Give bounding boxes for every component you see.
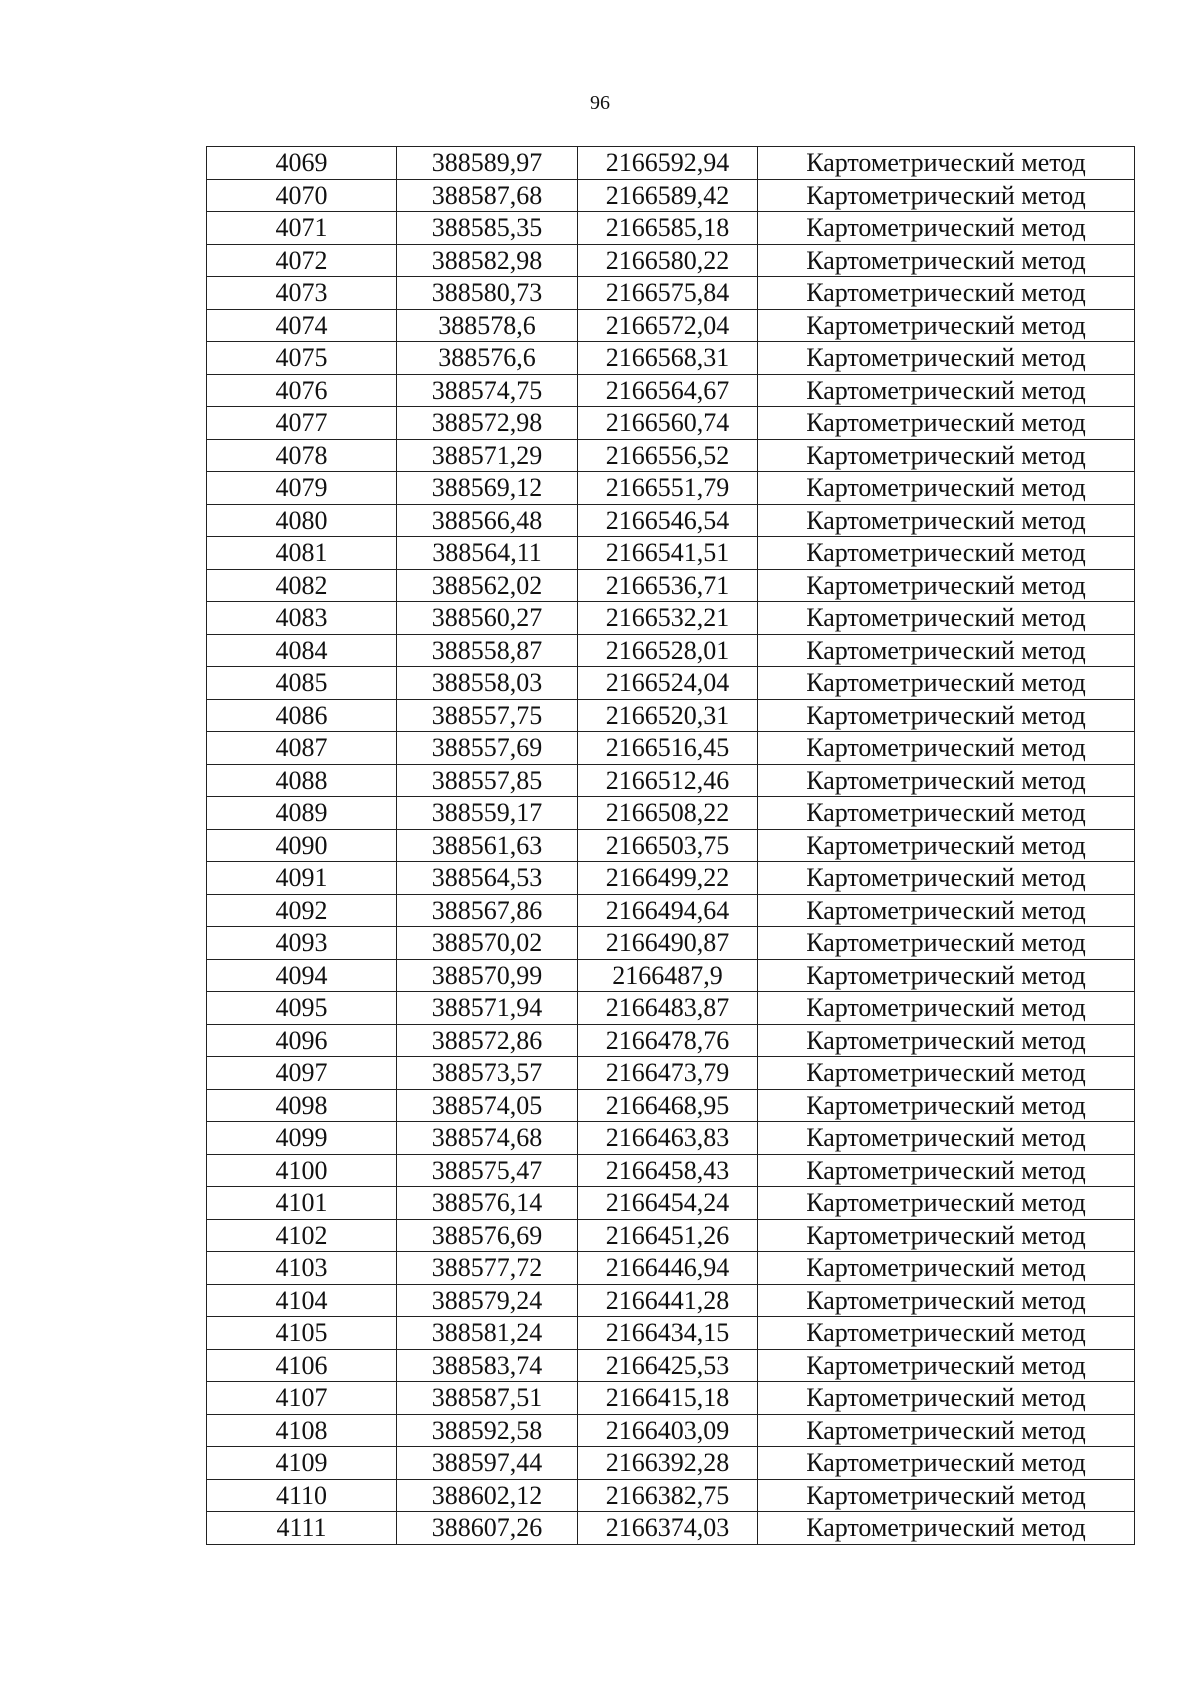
- x-coordinate-cell: 388571,94: [397, 992, 578, 1025]
- y-coordinate-cell: 2166499,22: [578, 862, 758, 895]
- point-number-cell: 4102: [207, 1219, 397, 1252]
- y-coordinate-cell: 2166403,09: [578, 1414, 758, 1447]
- point-number-cell: 4088: [207, 764, 397, 797]
- table-row: [207, 634, 1135, 667]
- point-number-cell: 4108: [207, 1414, 397, 1447]
- method-cell: Картометрический метод: [758, 439, 1135, 472]
- y-coordinate-cell: 2166560,74: [578, 407, 758, 440]
- x-coordinate-cell: 388575,47: [397, 1154, 578, 1187]
- y-coordinate-cell: 2166478,76: [578, 1024, 758, 1057]
- method-cell: Картометрический метод: [758, 667, 1135, 700]
- method-cell: Картометрический метод: [758, 1122, 1135, 1155]
- table-row: [207, 959, 1135, 992]
- point-number-cell: 4070: [207, 179, 397, 212]
- method-cell: Картометрический метод: [758, 862, 1135, 895]
- y-coordinate-cell: 2166415,18: [578, 1382, 758, 1415]
- x-coordinate-cell: 388576,14: [397, 1187, 578, 1220]
- coordinates-table: [206, 146, 1135, 1545]
- table-row: [207, 537, 1135, 570]
- x-coordinate-cell: 388578,6: [397, 309, 578, 342]
- table-row: [207, 927, 1135, 960]
- point-number-cell: 4103: [207, 1252, 397, 1285]
- x-coordinate-cell: 388570,02: [397, 927, 578, 960]
- method-cell: Картометрический метод: [758, 1512, 1135, 1545]
- point-number-cell: 4094: [207, 959, 397, 992]
- y-coordinate-cell: 2166541,51: [578, 537, 758, 570]
- table-row: [207, 667, 1135, 700]
- table-row: [207, 732, 1135, 765]
- method-cell: Картометрический метод: [758, 927, 1135, 960]
- method-cell: Картометрический метод: [758, 1382, 1135, 1415]
- table-row: [207, 1024, 1135, 1057]
- y-coordinate-cell: 2166458,43: [578, 1154, 758, 1187]
- x-coordinate-cell: 388587,68: [397, 179, 578, 212]
- point-number-cell: 4081: [207, 537, 397, 570]
- method-cell: Картометрический метод: [758, 1447, 1135, 1480]
- table-row: [207, 1512, 1135, 1545]
- y-coordinate-cell: 2166532,21: [578, 602, 758, 635]
- method-cell: Картометрический метод: [758, 342, 1135, 375]
- point-number-cell: 4111: [207, 1512, 397, 1545]
- method-cell: Картометрический метод: [758, 1317, 1135, 1350]
- point-number-cell: 4082: [207, 569, 397, 602]
- method-cell: Картометрический метод: [758, 1187, 1135, 1220]
- x-coordinate-cell: 388567,86: [397, 894, 578, 927]
- table-row: [207, 569, 1135, 602]
- point-number-cell: 4097: [207, 1057, 397, 1090]
- page-number: 96: [590, 92, 610, 114]
- table-row: [207, 1349, 1135, 1382]
- table-row: [207, 1122, 1135, 1155]
- method-cell: Картометрический метод: [758, 732, 1135, 765]
- point-number-cell: 4079: [207, 472, 397, 505]
- x-coordinate-cell: 388597,44: [397, 1447, 578, 1480]
- y-coordinate-cell: 2166425,53: [578, 1349, 758, 1382]
- method-cell: Картометрический метод: [758, 179, 1135, 212]
- point-number-cell: 4100: [207, 1154, 397, 1187]
- x-coordinate-cell: 388564,53: [397, 862, 578, 895]
- y-coordinate-cell: 2166434,15: [578, 1317, 758, 1350]
- y-coordinate-cell: 2166454,24: [578, 1187, 758, 1220]
- x-coordinate-cell: 388561,63: [397, 829, 578, 862]
- point-number-cell: 4077: [207, 407, 397, 440]
- y-coordinate-cell: 2166508,22: [578, 797, 758, 830]
- table-row: [207, 1284, 1135, 1317]
- x-coordinate-cell: 388602,12: [397, 1479, 578, 1512]
- y-coordinate-cell: 2166536,71: [578, 569, 758, 602]
- point-number-cell: 4110: [207, 1479, 397, 1512]
- x-coordinate-cell: 388558,03: [397, 667, 578, 700]
- y-coordinate-cell: 2166487,9: [578, 959, 758, 992]
- point-number-cell: 4078: [207, 439, 397, 472]
- y-coordinate-cell: 2166520,31: [578, 699, 758, 732]
- table-row: [207, 797, 1135, 830]
- y-coordinate-cell: 2166451,26: [578, 1219, 758, 1252]
- table-row: [207, 602, 1135, 635]
- y-coordinate-cell: 2166468,95: [578, 1089, 758, 1122]
- point-number-cell: 4105: [207, 1317, 397, 1350]
- table-row: [207, 472, 1135, 505]
- point-number-cell: 4095: [207, 992, 397, 1025]
- table-row: [207, 147, 1135, 180]
- method-cell: Картометрический метод: [758, 569, 1135, 602]
- x-coordinate-cell: 388559,17: [397, 797, 578, 830]
- point-number-cell: 4092: [207, 894, 397, 927]
- table-row: [207, 1187, 1135, 1220]
- y-coordinate-cell: 2166564,67: [578, 374, 758, 407]
- y-coordinate-cell: 2166441,28: [578, 1284, 758, 1317]
- method-cell: Картометрический метод: [758, 764, 1135, 797]
- method-cell: Картометрический метод: [758, 1154, 1135, 1187]
- coordinates-table-body: [207, 147, 1135, 1545]
- x-coordinate-cell: 388589,97: [397, 147, 578, 180]
- method-cell: Картометрический метод: [758, 1252, 1135, 1285]
- y-coordinate-cell: 2166494,64: [578, 894, 758, 927]
- point-number-cell: 4087: [207, 732, 397, 765]
- x-coordinate-cell: 388587,51: [397, 1382, 578, 1415]
- x-coordinate-cell: 388579,24: [397, 1284, 578, 1317]
- x-coordinate-cell: 388577,72: [397, 1252, 578, 1285]
- x-coordinate-cell: 388581,24: [397, 1317, 578, 1350]
- table-row: [207, 309, 1135, 342]
- x-coordinate-cell: 388571,29: [397, 439, 578, 472]
- x-coordinate-cell: 388576,6: [397, 342, 578, 375]
- x-coordinate-cell: 388557,75: [397, 699, 578, 732]
- point-number-cell: 4099: [207, 1122, 397, 1155]
- table-row: [207, 277, 1135, 310]
- point-number-cell: 4098: [207, 1089, 397, 1122]
- y-coordinate-cell: 2166556,52: [578, 439, 758, 472]
- y-coordinate-cell: 2166528,01: [578, 634, 758, 667]
- x-coordinate-cell: 388580,73: [397, 277, 578, 310]
- x-coordinate-cell: 388585,35: [397, 212, 578, 245]
- table-row: [207, 1447, 1135, 1480]
- point-number-cell: 4090: [207, 829, 397, 862]
- point-number-cell: 4106: [207, 1349, 397, 1382]
- table-row: [207, 1154, 1135, 1187]
- x-coordinate-cell: 388574,05: [397, 1089, 578, 1122]
- y-coordinate-cell: 2166503,75: [578, 829, 758, 862]
- method-cell: Картометрический метод: [758, 277, 1135, 310]
- x-coordinate-cell: 388574,68: [397, 1122, 578, 1155]
- method-cell: Картометрический метод: [758, 699, 1135, 732]
- y-coordinate-cell: 2166463,83: [578, 1122, 758, 1155]
- method-cell: Картометрический метод: [758, 1219, 1135, 1252]
- y-coordinate-cell: 2166446,94: [578, 1252, 758, 1285]
- method-cell: Картометрический метод: [758, 829, 1135, 862]
- x-coordinate-cell: 388557,69: [397, 732, 578, 765]
- point-number-cell: 4080: [207, 504, 397, 537]
- y-coordinate-cell: 2166592,94: [578, 147, 758, 180]
- method-cell: Картометрический метод: [758, 1057, 1135, 1090]
- y-coordinate-cell: 2166589,42: [578, 179, 758, 212]
- point-number-cell: 4096: [207, 1024, 397, 1057]
- table-row: [207, 1057, 1135, 1090]
- point-number-cell: 4075: [207, 342, 397, 375]
- method-cell: Картометрический метод: [758, 147, 1135, 180]
- x-coordinate-cell: 388576,69: [397, 1219, 578, 1252]
- table-row: [207, 1479, 1135, 1512]
- table-row: [207, 504, 1135, 537]
- x-coordinate-cell: 388566,48: [397, 504, 578, 537]
- point-number-cell: 4069: [207, 147, 397, 180]
- point-number-cell: 4107: [207, 1382, 397, 1415]
- method-cell: Картометрический метод: [758, 504, 1135, 537]
- point-number-cell: 4083: [207, 602, 397, 635]
- method-cell: Картометрический метод: [758, 1414, 1135, 1447]
- point-number-cell: 4091: [207, 862, 397, 895]
- table-row: [207, 1414, 1135, 1447]
- y-coordinate-cell: 2166546,54: [578, 504, 758, 537]
- point-number-cell: 4076: [207, 374, 397, 407]
- x-coordinate-cell: 388569,12: [397, 472, 578, 505]
- table-row: [207, 992, 1135, 1025]
- x-coordinate-cell: 388560,27: [397, 602, 578, 635]
- y-coordinate-cell: 2166374,03: [578, 1512, 758, 1545]
- x-coordinate-cell: 388564,11: [397, 537, 578, 570]
- table-row: [207, 894, 1135, 927]
- x-coordinate-cell: 388558,87: [397, 634, 578, 667]
- point-number-cell: 4072: [207, 244, 397, 277]
- method-cell: Картометрический метод: [758, 1479, 1135, 1512]
- table-row: [207, 699, 1135, 732]
- table-row: [207, 829, 1135, 862]
- y-coordinate-cell: 2166524,04: [578, 667, 758, 700]
- method-cell: Картометрический метод: [758, 1284, 1135, 1317]
- method-cell: Картометрический метод: [758, 634, 1135, 667]
- method-cell: Картометрический метод: [758, 992, 1135, 1025]
- x-coordinate-cell: 388574,75: [397, 374, 578, 407]
- table-row: [207, 1317, 1135, 1350]
- method-cell: Картометрический метод: [758, 244, 1135, 277]
- x-coordinate-cell: 388583,74: [397, 1349, 578, 1382]
- x-coordinate-cell: 388562,02: [397, 569, 578, 602]
- x-coordinate-cell: 388582,98: [397, 244, 578, 277]
- x-coordinate-cell: 388572,98: [397, 407, 578, 440]
- x-coordinate-cell: 388557,85: [397, 764, 578, 797]
- method-cell: Картометрический метод: [758, 212, 1135, 245]
- method-cell: Картометрический метод: [758, 472, 1135, 505]
- table-row: [207, 407, 1135, 440]
- table-row: [207, 212, 1135, 245]
- point-number-cell: 4073: [207, 277, 397, 310]
- method-cell: Картометрический метод: [758, 407, 1135, 440]
- point-number-cell: 4101: [207, 1187, 397, 1220]
- method-cell: Картометрический метод: [758, 894, 1135, 927]
- method-cell: Картометрический метод: [758, 1089, 1135, 1122]
- table-row: [207, 439, 1135, 472]
- point-number-cell: 4086: [207, 699, 397, 732]
- point-number-cell: 4089: [207, 797, 397, 830]
- method-cell: Картометрический метод: [758, 537, 1135, 570]
- x-coordinate-cell: 388572,86: [397, 1024, 578, 1057]
- method-cell: Картометрический метод: [758, 797, 1135, 830]
- table-row: [207, 1219, 1135, 1252]
- x-coordinate-cell: 388570,99: [397, 959, 578, 992]
- y-coordinate-cell: 2166516,45: [578, 732, 758, 765]
- y-coordinate-cell: 2166568,31: [578, 342, 758, 375]
- method-cell: Картометрический метод: [758, 309, 1135, 342]
- y-coordinate-cell: 2166580,22: [578, 244, 758, 277]
- point-number-cell: 4084: [207, 634, 397, 667]
- y-coordinate-cell: 2166551,79: [578, 472, 758, 505]
- method-cell: Картометрический метод: [758, 602, 1135, 635]
- y-coordinate-cell: 2166575,84: [578, 277, 758, 310]
- point-number-cell: 4085: [207, 667, 397, 700]
- point-number-cell: 4074: [207, 309, 397, 342]
- x-coordinate-cell: 388607,26: [397, 1512, 578, 1545]
- point-number-cell: 4104: [207, 1284, 397, 1317]
- y-coordinate-cell: 2166392,28: [578, 1447, 758, 1480]
- y-coordinate-cell: 2166512,46: [578, 764, 758, 797]
- table-row: [207, 1089, 1135, 1122]
- x-coordinate-cell: 388573,57: [397, 1057, 578, 1090]
- table-row: [207, 1382, 1135, 1415]
- table-row: [207, 244, 1135, 277]
- table-row: [207, 1252, 1135, 1285]
- y-coordinate-cell: 2166483,87: [578, 992, 758, 1025]
- y-coordinate-cell: 2166473,79: [578, 1057, 758, 1090]
- method-cell: Картометрический метод: [758, 374, 1135, 407]
- y-coordinate-cell: 2166490,87: [578, 927, 758, 960]
- table-row: [207, 374, 1135, 407]
- method-cell: Картометрический метод: [758, 959, 1135, 992]
- table-row: [207, 764, 1135, 797]
- method-cell: Картометрический метод: [758, 1024, 1135, 1057]
- table-row: [207, 342, 1135, 375]
- x-coordinate-cell: 388592,58: [397, 1414, 578, 1447]
- method-cell: Картометрический метод: [758, 1349, 1135, 1382]
- table-row: [207, 179, 1135, 212]
- y-coordinate-cell: 2166572,04: [578, 309, 758, 342]
- point-number-cell: 4093: [207, 927, 397, 960]
- point-number-cell: 4071: [207, 212, 397, 245]
- y-coordinate-cell: 2166585,18: [578, 212, 758, 245]
- table-row: [207, 862, 1135, 895]
- point-number-cell: 4109: [207, 1447, 397, 1480]
- y-coordinate-cell: 2166382,75: [578, 1479, 758, 1512]
